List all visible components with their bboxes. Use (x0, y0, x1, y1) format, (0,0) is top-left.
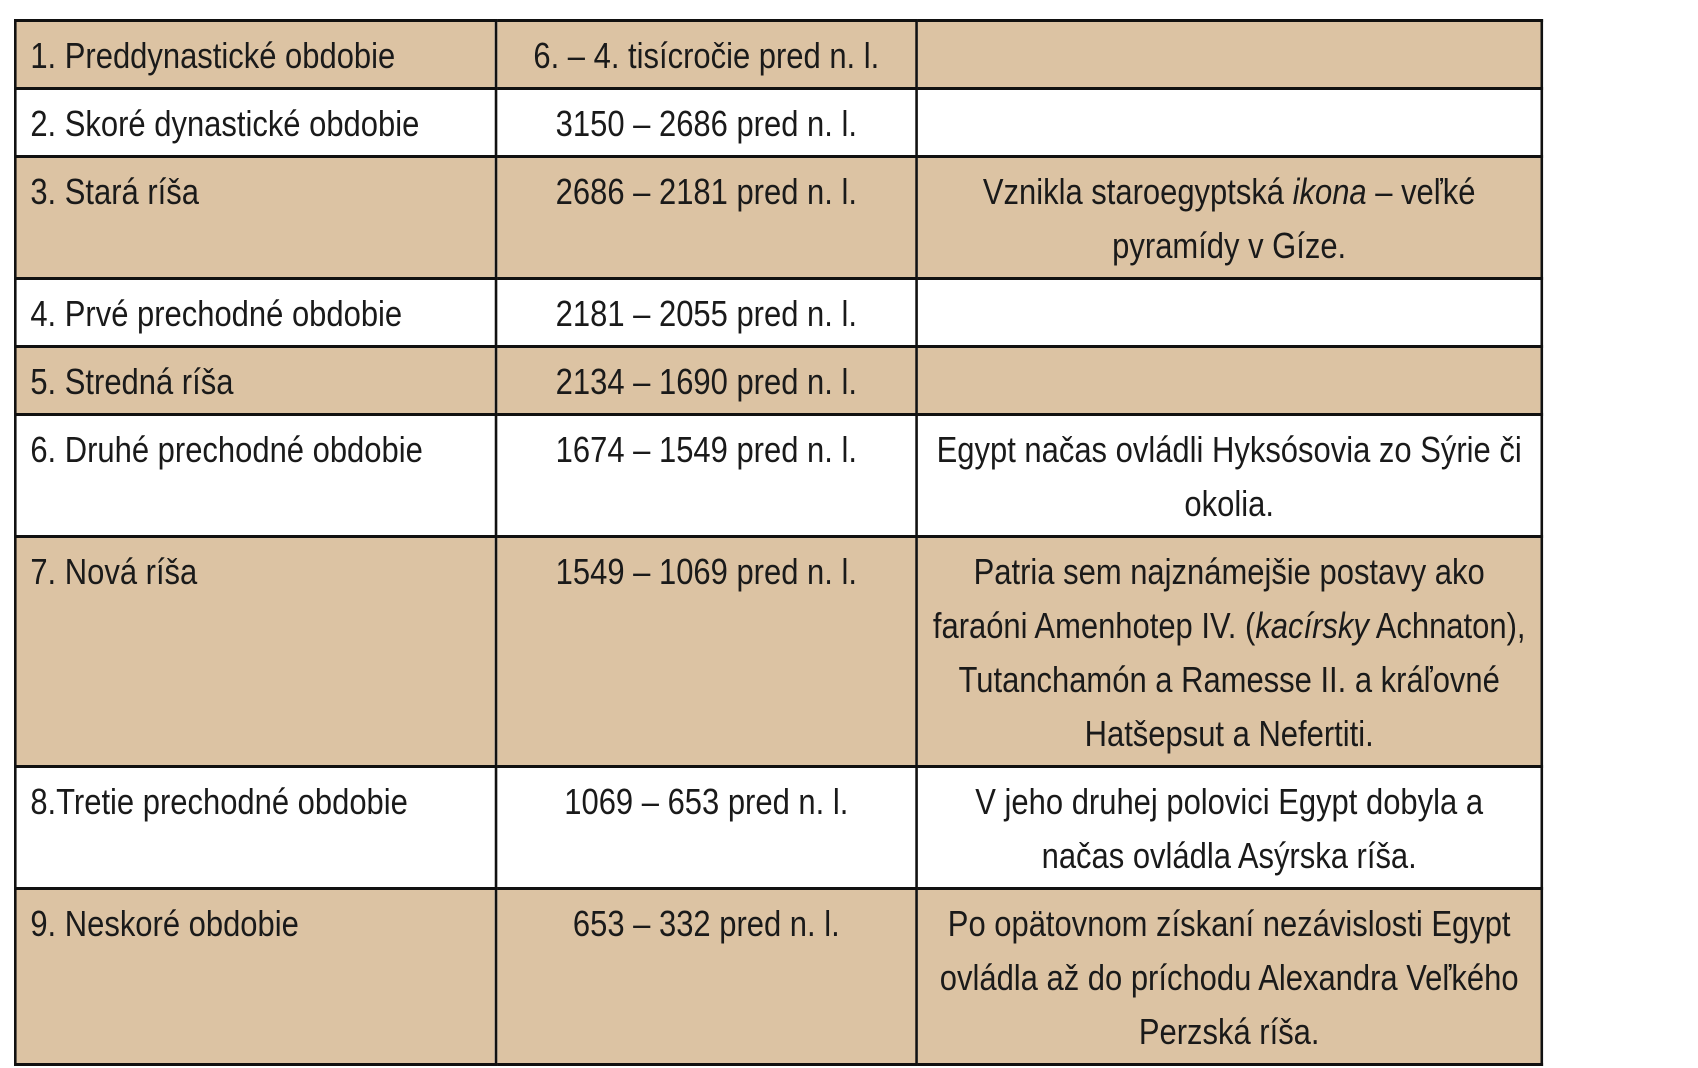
period-cell: 5. Stredná ríša (15, 347, 496, 415)
dates-cell: 1549 – 1069 pred n. l. (496, 537, 917, 767)
period-cell: 9. Neskoré obdobie (15, 889, 496, 1065)
period-cell: 3. Stará ríša (15, 157, 496, 279)
note-cell: V jeho druhej polovici Egypt dobyla a načas ovládla Asýrska ríša. (917, 767, 1542, 889)
table-row (15, 347, 1542, 415)
dates-cell: 1069 – 653 pred n. l. (496, 767, 917, 889)
period-cell: 4. Prvé prechodné obdobie (15, 279, 496, 347)
table-row (15, 279, 1542, 347)
table-row (15, 21, 1542, 89)
dates-cell: 1674 – 1549 pred n. l. (496, 415, 917, 537)
table-row (15, 89, 1542, 157)
note-text: – veľké pyramídy v Gíze. (1112, 171, 1476, 266)
note-text: Achnaton), Tutanchamón a Ramesse II. a kráľovné Hatšepsut a Nefertiti. (958, 605, 1526, 754)
period-cell: 2. Skoré dynastické obdobie (15, 89, 496, 157)
dates-cell: 2686 – 2181 pred n. l. (496, 157, 917, 279)
egypt-periods-table (14, 19, 1543, 1066)
note-cell: Po opätovnom získaní nezávislosti Egypt ovládla až do príchodu Alexandra Veľkého Perzská ríša. (917, 889, 1542, 1065)
period-cell: 8.Tretie prechodné obdobie (15, 767, 496, 889)
note-cell (917, 279, 1542, 347)
dates-cell: 2181 – 2055 pred n. l. (496, 279, 917, 347)
table-row (15, 889, 1542, 1065)
note-cell (917, 347, 1542, 415)
note-emphasis: kacírsky (1255, 605, 1369, 646)
note-text: Patria sem najznámejšie postavy ako faraóni Amenhotep IV. ( (932, 551, 1485, 646)
period-cell: 7. Nová ríša (15, 537, 496, 767)
note-cell (917, 537, 1542, 767)
note-cell (917, 157, 1542, 279)
dates-cell: 6. – 4. tisícročie pred n. l. (496, 21, 917, 89)
note-emphasis: ikona (1292, 171, 1367, 212)
table-row (15, 537, 1542, 767)
dates-cell: 653 – 332 pred n. l. (496, 889, 917, 1065)
table-row (15, 157, 1542, 279)
note-cell (917, 89, 1542, 157)
dates-cell: 3150 – 2686 pred n. l. (496, 89, 917, 157)
note-cell: Egypt načas ovládli Hyksósovia zo Sýrie či okolia. (917, 415, 1542, 537)
period-cell: 6. Druhé prechodné obdobie (15, 415, 496, 537)
note-text: Vznikla staroegyptská (982, 171, 1293, 212)
dates-cell: 2134 – 1690 pred n. l. (496, 347, 917, 415)
table-row (15, 415, 1542, 537)
note-cell (917, 21, 1542, 89)
table-row (15, 767, 1542, 889)
period-cell: 1. Preddynastické obdobie (15, 21, 496, 89)
